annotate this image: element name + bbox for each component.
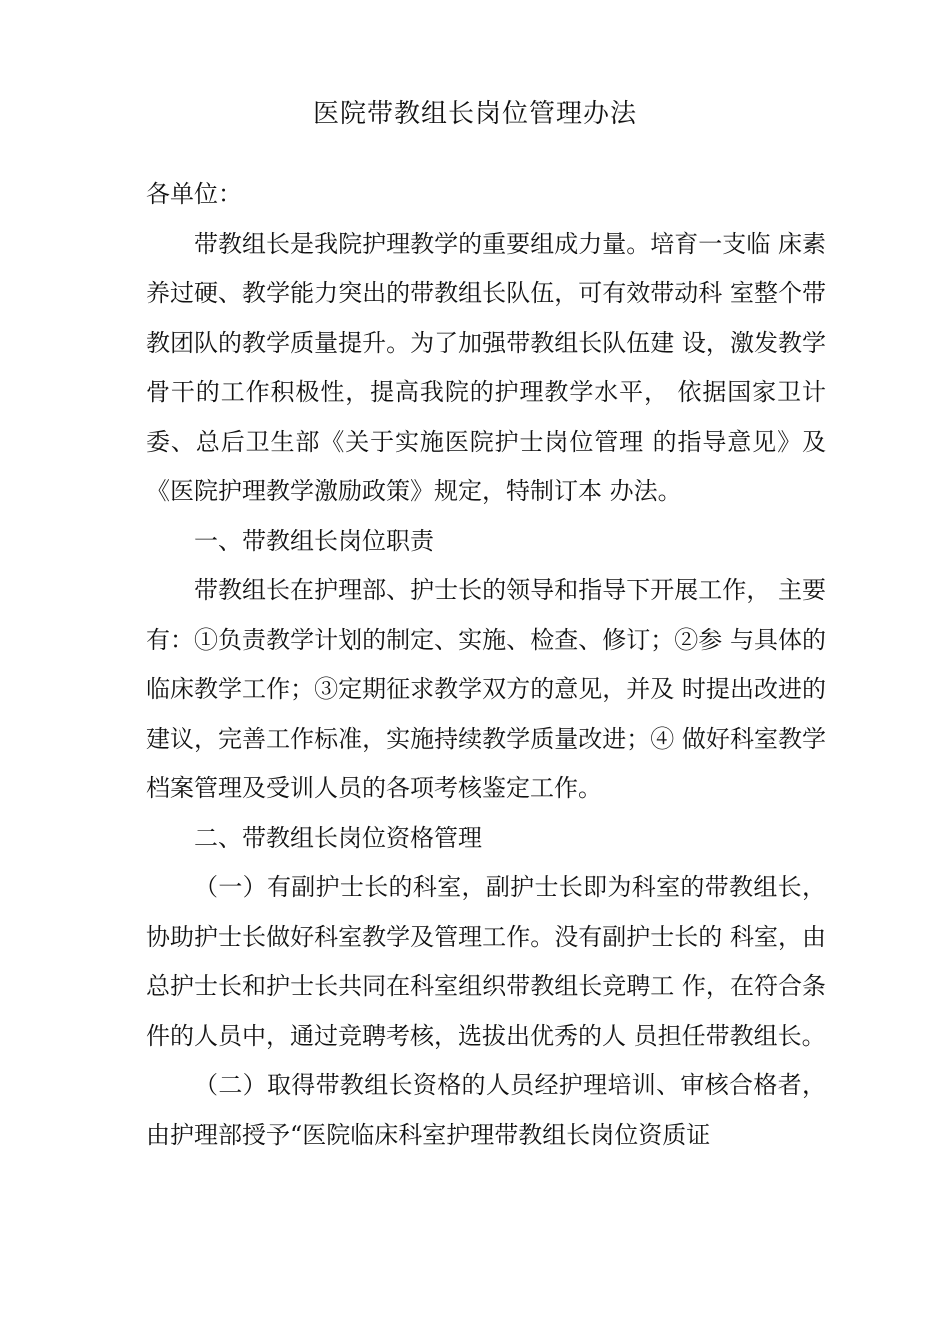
section-heading-duties: 一、带教组长岗位职责	[194, 526, 434, 555]
section-heading-qualification: 二、带教组长岗位资格管理	[194, 823, 482, 852]
paragraph-intro: 带教组长是我院护理教学的重要组成力量。培育一支临 床素养过硬、教学能力突出的带教组长队伍，可有效带动科 室整个带教团队的教学质量提升。为了加强带教组长队伍建 设，激发教学骨干的工作积极性，提高我院的护理教学水平， 依据国家卫计委、总后卫生部《关于实施医院护士岗位管理 的指导意见》及《医院护理教学激励政策》规定，特制订本 办法。	[146, 229, 826, 505]
document-title: 医院带教组长岗位管理办法	[312, 99, 637, 129]
paragraph-qualification-2: （二）取得带教组长资格的人员经护理培训、审核合格者，由护理部授予“医院临床科室护理带教组长岗位资质证	[146, 1071, 826, 1149]
document-body	[146, 170, 826, 1160]
paragraph-qualification-1: （一）有副护士长的科室，副护士长即为科室的带教组长，协助护士长做好科室教学及管理工作。没有副护士长的 科室，由总护士长和护士长共同在科室组织带教组长竞聘工 作，在符合条件的人员中，通过竞聘考核，选拔出优秀的人 员担任带教组长。	[146, 873, 826, 1050]
paragraph-duties: 带教组长在护理部、护士长的领导和指导下开展工作， 主要有：①负责教学计划的制定、实施、检查、修订；②参 与具体的临床教学工作；③定期征求教学双方的意见，并及 时提出改进的建议，完善工作标准，实施持续教学质量改进；④ 做好科室教学档案管理及受训人员的各项考核鉴定工作。	[146, 576, 826, 802]
salutation: 各单位：	[146, 180, 242, 208]
